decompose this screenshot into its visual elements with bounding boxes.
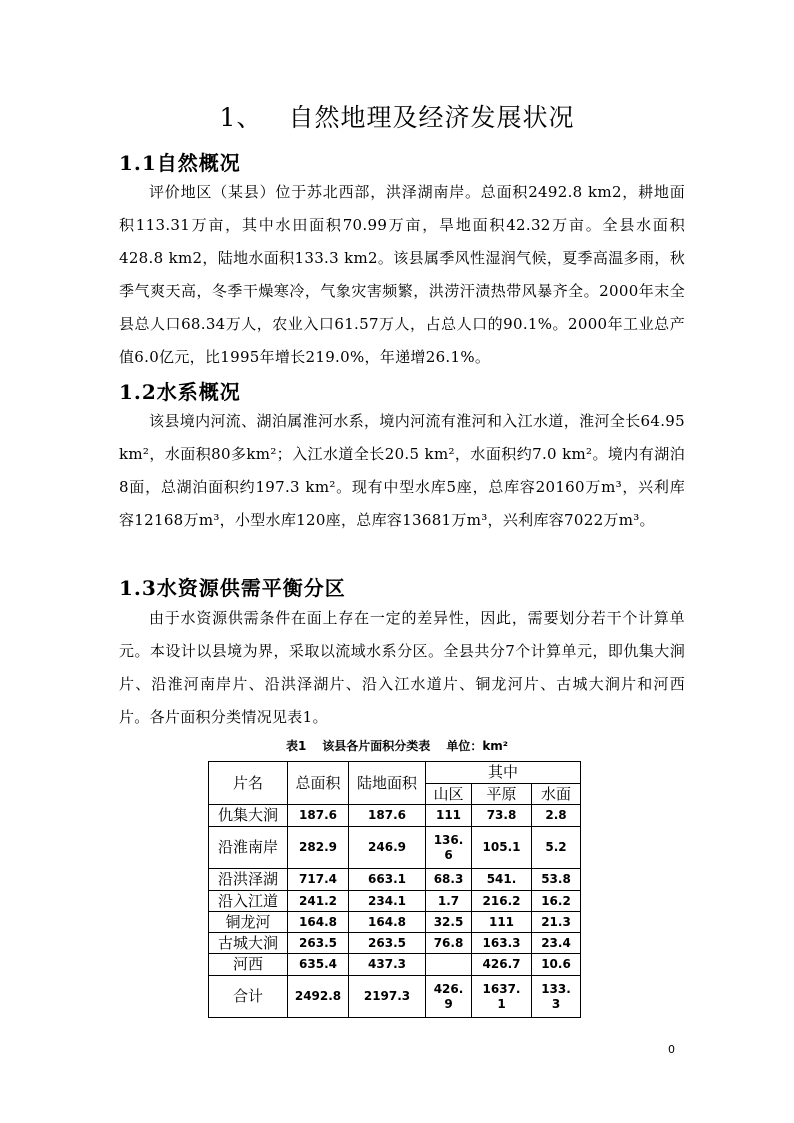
cell-name: 仇集大涧: [209, 805, 288, 827]
cell-name: 沿洪泽湖: [209, 869, 288, 891]
cell-total: 635.4: [288, 954, 349, 976]
paragraph-natural: 评价地区（某县）位于苏北西部，洪泽湖南岸。总面积2492.8 km2，耕地面积113.31万亩，其中水田面积70.99万亩，旱地面积42.32万亩。全县水面积428.8 km2，陆地水面积133.3 km2。该县属季风性湿润气候，夏季高温多雨，秋季气爽天高，冬季干燥寒冷，气象灾害频繁，洪涝汗渍热带风暴齐全。2000年末全县总人口68.34万人，农业入口61.57万人，占总人口的90.1%。2000年工业总产值6.0亿元，比1995年增长219.0%，年递增26.1%。: [119, 183, 685, 366]
table-row: [209, 933, 581, 954]
cell-plain: 541.: [472, 869, 532, 891]
cell-land: 246.9: [349, 827, 426, 869]
cell-total: 241.2: [288, 891, 349, 912]
table-row: [209, 891, 581, 912]
cell-land: 234.1: [349, 891, 426, 912]
cell-plain: 163.3: [472, 933, 532, 954]
table-row: [209, 827, 581, 869]
cell-mountain: 136.6: [426, 827, 472, 869]
cell-total: 2492.8: [288, 976, 349, 1018]
cell-plain: 216.2: [472, 891, 532, 912]
cell-water: 5.2: [532, 827, 581, 869]
section-heading-water-balance: 1.3水资源供需平衡分区: [119, 576, 346, 600]
cell-water: 21.3: [532, 912, 581, 933]
section-heading-natural: 1.1自然概况: [119, 151, 241, 175]
cell-plain: 73.8: [472, 805, 532, 827]
section-heading-water-system: 1.2水系概况: [119, 380, 241, 404]
paragraph-water-balance: 由于水资源供需条件在面上存在一定的差异性，因此，需要划分若干个计算单元。本设计以县境为界，采取以流域水系分区。全县共分7个计算单元，即仇集大涧片、沿淮河南岸片、沿洪泽湖片、沿入江水道片、铜龙河片、古城大涧片和河西片。各片面积分类情况见表1。: [119, 609, 685, 726]
header-total: 总面积: [288, 762, 349, 805]
title-number: 1、: [219, 103, 263, 132]
cell-total: 164.8: [288, 912, 349, 933]
cell-name: 铜龙河: [209, 912, 288, 933]
header-water: 水面: [532, 784, 581, 805]
cell-land: 164.8: [349, 912, 426, 933]
cell-land: 663.1: [349, 869, 426, 891]
header-plain: 平原: [472, 784, 532, 805]
cell-total: 263.5: [288, 933, 349, 954]
paragraph-water-system: 该县境内河流、湖泊属淮河水系，境内河流有淮河和入江水道，淮河全长64.95 km²，水面积80多km²；入江水道全长20.5 km²，水面积约7.0 km²。境内有湖泊8面，总湖泊面积约197.3 km²。现有中型水库5座，总库容20160万m³，兴利库容12168万m³，小型水库120座，总库容13681万m³，兴利库容7022万m³。: [119, 412, 685, 529]
cell-land: 187.6: [349, 805, 426, 827]
cell-water: 53.8: [532, 869, 581, 891]
cell-land: 263.5: [349, 933, 426, 954]
cell-plain: 111: [472, 912, 532, 933]
table-caption-title: 该县各片面积分类表: [322, 739, 431, 753]
cell-total: 717.4: [288, 869, 349, 891]
cell-plain: 426.7: [472, 954, 532, 976]
cell-name: 古城大涧: [209, 933, 288, 954]
table-row-total: [209, 976, 581, 1018]
table-caption-unit: 单位：km²: [446, 739, 509, 753]
cell-water: 16.2: [532, 891, 581, 912]
cell-name: 沿淮南岸: [209, 827, 288, 869]
cell-water: 23.4: [532, 933, 581, 954]
cell-total: 187.6: [288, 805, 349, 827]
cell-mountain: 1.7: [426, 891, 472, 912]
table-caption-label: 表1: [285, 739, 307, 753]
cell-water: 10.6: [532, 954, 581, 976]
header-group: 其中: [426, 762, 581, 784]
cell-name: 沿入江道: [209, 891, 288, 912]
cell-plain: 1637.1: [472, 976, 532, 1018]
cell-land: 437.3: [349, 954, 426, 976]
cell-mountain: 76.8: [426, 933, 472, 954]
cell-mountain: 68.3: [426, 869, 472, 891]
header-land: 陆地面积: [349, 762, 426, 805]
cell-water: 133.3: [532, 976, 581, 1018]
table-row: [209, 912, 581, 933]
table-caption: [0, 737, 794, 754]
cell-name: 合计: [209, 976, 288, 1018]
table-row: [209, 869, 581, 891]
header-mountain: 山区: [426, 784, 472, 805]
header-name: 片名: [209, 762, 288, 805]
cell-mountain: [426, 954, 472, 976]
cell-name: 河西: [209, 954, 288, 976]
document-title: [0, 98, 794, 134]
cell-mountain: 32.5: [426, 912, 472, 933]
title-text: 自然地理及经济发展状况: [288, 103, 575, 132]
table-row: [209, 954, 581, 976]
cell-mountain: 426.9: [426, 976, 472, 1018]
cell-land: 2197.3: [349, 976, 426, 1018]
cell-total: 282.9: [288, 827, 349, 869]
page-number: 0: [668, 1043, 675, 1056]
cell-plain: 105.1: [472, 827, 532, 869]
cell-water: 2.8: [532, 805, 581, 827]
cell-mountain: 111: [426, 805, 472, 827]
table-row: [209, 805, 581, 827]
area-table: [208, 761, 581, 1018]
